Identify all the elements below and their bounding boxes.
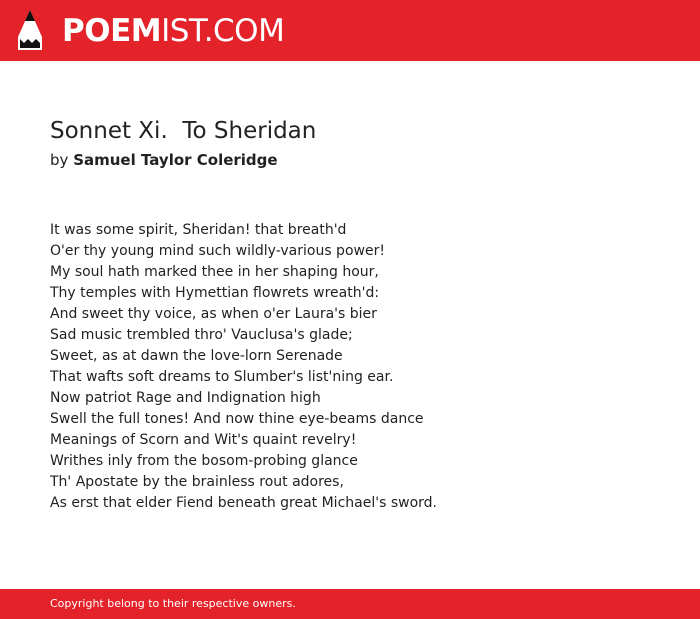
poem-line: My soul hath marked thee in her shaping hour, — [50, 264, 379, 280]
by-label: by — [50, 151, 69, 169]
pencil-icon[interactable] — [16, 9, 44, 51]
poem-author: Samuel Taylor Coleridge — [73, 151, 278, 169]
poem-byline — [50, 150, 670, 170]
poem-line: Writhes inly from the bosom-probing glance — [50, 453, 358, 469]
poem-line: Sweet, as at dawn the love-lorn Serenade — [50, 348, 343, 364]
poem-content — [50, 112, 670, 514]
site-footer — [0, 589, 700, 619]
logo-text-light: IST.COM — [161, 13, 285, 49]
site-logo[interactable] — [62, 11, 284, 51]
poem-line: O'er thy young mind such wildly-various power! — [50, 243, 385, 259]
poem-line: As erst that elder Fiend beneath great Michael's sword. — [50, 495, 437, 511]
poem-line: That wafts soft dreams to Slumber's list'ning ear. — [50, 369, 394, 385]
poem-line: Sad music trembled thro' Vauclusa's glade; — [50, 327, 353, 343]
poem-line: Meanings of Scorn and Wit's quaint revelry! — [50, 432, 357, 448]
poem-line: Now patriot Rage and Indignation high — [50, 390, 321, 406]
poem-line: Th' Apostate by the brainless rout adores, — [50, 474, 344, 490]
site-header — [0, 0, 700, 61]
poem-title: Sonnet Xi. To Sheridan — [50, 118, 317, 144]
copyright-text: Copyright belong to their respective owners. — [50, 597, 296, 610]
poem-line: Swell the full tones! And now thine eye-beams dance — [50, 411, 424, 427]
poem-line: And sweet thy voice, as when o'er Laura's bier — [50, 306, 377, 322]
poem-body — [50, 220, 670, 514]
logo-text-bold: POEM — [62, 13, 162, 49]
poem-line: It was some spirit, Sheridan! that breath'd — [50, 222, 347, 238]
poem-line: Thy temples with Hymettian flowrets wreath'd: — [50, 285, 380, 301]
